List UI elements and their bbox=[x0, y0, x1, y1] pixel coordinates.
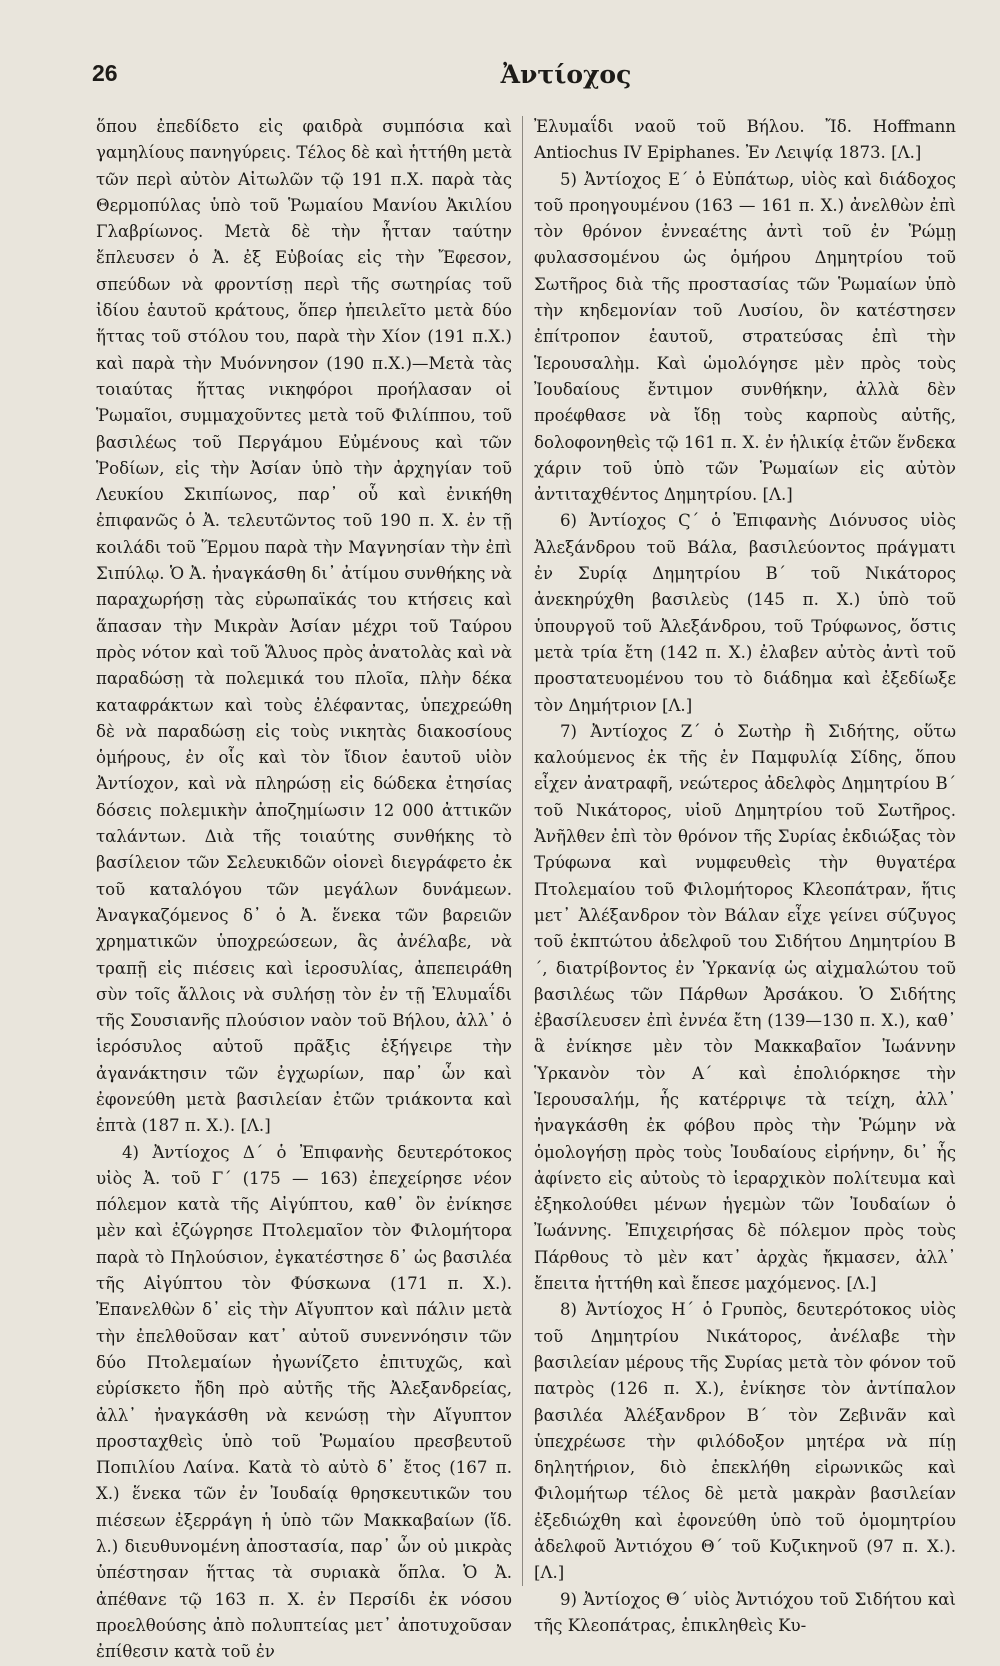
page-number: 26 bbox=[92, 60, 118, 86]
left-column bbox=[96, 114, 512, 1662]
right-column bbox=[534, 114, 956, 1635]
running-head: Ἀντίοχος bbox=[500, 60, 632, 89]
right-paragraph-4: 7) Ἀντίοχος Ζ´ ὁ Σωτὴρ ἢ Σιδήτης, οὕτω καλούμενος ἐκ τῆς ἐν Παμφυλίᾳ Σίδης, ὅπου εἶχεν ἀνατραφῆ, νεώτερος ἀδελφὸς Δημητρίου Β´ τοῦ Νικάτορος, υἱοῦ Δημητρίου τοῦ Σωτῆρος. Ἀνῆλθεν ἐπὶ τὸν θρόνον τῆς Συρίας ἐκδιώξας τὸν Τρύφωνα καὶ νυμφευθεὶς τὴν θυγατέρα Πτολεμαίου τοῦ Φιλομήτορος Κλεοπάτραν, ἥτις μετ᾽ Ἀλέξανδρον τὸν Βάλαν εἶχε γείνει σύζυγος τοῦ ἐκπτώτου ἀδελφοῦ του Σιδήτου Δημητρίου Β´, διατρίβοντος ἐν Ὑρκανίᾳ ὡς αἰχμαλώτου τοῦ βασιλέως τῶν Πάρθων Ἀρσάκου. Ὁ Σιδήτης ἐβασίλευσεν ἐπὶ ἐννέα ἔτη (139—130 π. Χ.), καθ᾽ ἃ ἐνίκησε μὲν τὸν Μακκαβαῖον Ἰωάννην Ὑρκανὸν τὸν Α´ καὶ ἐπολιόρκησε τὴν Ἱερουσαλήμ, ἧς κατέρριψε τὰ τείχη, ἀλλ᾽ ἠναγκάσθη ἐκ φόβου πρὸς τὴν Ῥώμην νὰ ὁμολογήσῃ πρὸς τοὺς Ἰουδαίους εἰρήνην, δι᾽ ἧς ἀφίνετο εἰς αὐτοὺς τὸ ἱεραρχικὸν πολίτευμα καὶ ἐξηκολούθει μένων ἡγεμὼν τῶν Ἰουδαίων ὁ Ἰωάννης. Ἐπιχειρήσας δὲ πόλεμον πρὸς τοὺς Πάρθους τὸ μὲν κατ᾽ ἀρχὰς ἤκμασεν, ἀλλ᾽ ἔπειτα ἡττήθη καὶ ἔπεσε μαχόμενος. [Λ.] bbox=[534, 721, 956, 1294]
column-divider bbox=[522, 116, 523, 1586]
right-paragraph-5: 8) Ἀντίοχος Η´ ὁ Γρυπὸς, δευτερότοκος υἱὸς τοῦ Δημητρίου Νικάτορος, ἀνέλαβε τὴν βασιλείαν μέρους τῆς Συρίας μετὰ τὸν φόνον τοῦ πατρὸς (126 π. Χ.), ἐνίκησε τὸν ἀντίπαλον βασιλέα Ἀλέξανδρον Β´ τὸν Ζεβινᾶν καὶ ὑπεχρέωσε τὴν φιλόδοξον μητέρα νὰ πίῃ δηλητήριον, διὸ ἐπεκλήθη εἰρωνικῶς καὶ Φιλομήτωρ τέλος δὲ μετὰ μακρὰν βασιλείαν ἐξεδιώχθη καὶ ἐφονεύθη ὑπὸ τοῦ ὁμομητρίου ἀδελφοῦ Ἀντιόχου Θ´ τοῦ Κυζικηνοῦ (97 π. Χ.). [Λ.] bbox=[534, 1300, 956, 1583]
right-paragraph-3: 6) Ἀντίοχος Ϛ´ ὁ Ἐπιφανὴς Διόνυσος υἱὸς Ἀλεξάνδρου τοῦ Βάλα, βασιλεύοντος πράγματι ἐν Συρίᾳ Δημητρίου Β´ τοῦ Νικάτορος ἀνεκηρύχθη βασιλεὺς (145 π. Χ.) ὑπὸ τοῦ ὑπουργοῦ τοῦ Ἀλεξάνδρου, τοῦ Τρύφωνος, ὅστις μετὰ τρία ἔτη (142 π. Χ.) ἐλαβεν αὐτὸς ἀντὶ τοῦ προστατευομένου του τὸ διάδημα καὶ ἐξεδίωξε τὸν Δημήτριον [Λ.] bbox=[534, 511, 956, 715]
page-header bbox=[92, 60, 960, 100]
right-paragraph-1: Ἐλυμαΐδι ναοῦ τοῦ Βήλου. Ἴδ. Hoffmann Antiochus IV Epiphanes. Ἐν Λειψίᾳ 1873. [Λ.] bbox=[534, 117, 956, 163]
left-paragraph-1: ὅπου ἐπεδίδετο εἰς φαιδρὰ συμπόσια καὶ γαμηλίους πανηγύρεις. Τέλος δὲ καὶ ἡττήθη μετὰ τῶν περὶ αὐτὸν Αἰτωλῶν τῷ 191 π.Χ. παρὰ τὰς Θερμοπύλας ὑπὸ τοῦ Ῥωμαίου Μανίου Ἀκιλίου Γλαβρίωνος. Μετὰ δὲ τὴν ἧτταν ταύτην ἔπλευσεν ὁ Ἀ. ἐξ Εὐβοίας εἰς τὴν Ἔφεσον, σπεύδων νὰ φροντίσῃ περὶ τῆς σωτηρίας τοῦ ἰδίου ἑαυτοῦ κράτους, ὅπερ ἠπειλεῖτο μετὰ δύο ἥττας τοῦ στόλου του, παρὰ τὴν Χίον (191 π.Χ.) καὶ παρὰ τὴν Μυόννησον (190 π.Χ.)—Μετὰ τὰς τοιαύτας ἥττας νικηφόροι προήλασαν οἱ Ῥωμαῖοι, συμμαχοῦντες μετὰ τοῦ Φιλίππου, τοῦ βασιλέως τοῦ Περγάμου Εὐμένους καὶ τῶν Ῥοδίων, εἰς τὴν Ἀσίαν ὑπὸ τὴν ἀρχηγίαν τοῦ Λευκίου Σκιπίωνος, παρ᾽ οὗ καὶ ἐνικήθη ἐπιφανῶς ὁ Ἀ. τελευτῶντος τοῦ 190 π. Χ. ἐν τῇ κοιλάδι τοῦ Ἕρμου παρὰ τὴν Μαγνησίαν τὴν ἐπὶ Σιπύλῳ. Ὁ Ἀ. ἠναγκάσθη δι᾽ ἀτίμου συνθήκης νὰ παραχωρήσῃ τὰς εὐρωπαϊκάς του κτήσεις καὶ ἅπασαν τὴν Μικρὰν Ἀσίαν μέχρι τοῦ Ταύρου πρὸς νότον καὶ τοῦ Ἅλυος πρὸς ἀνατολὰς καὶ νὰ παραδώσῃ τὰ πολεμικά του πλοῖα, πλὴν δέκα καταφράκτων καὶ τοὺς ἐλέφαντας, ὑπεχρεώθη δὲ νὰ παραδώσῃ εἰς τοὺς νικητὰς διακοσίους ὁμήρους, ἐν οἷς καὶ τὸν ἴδιον ἑαυτοῦ υἱὸν Ἀντίοχον, καὶ νὰ πληρώσῃ εἰς δώδεκα ἐτησίας δόσεις πολεμικὴν ἀποζημίωσιν 12 000 ἀττικῶν ταλάντων. Διὰ τῆς τοιαύτης συνθήκης τὸ βασίλειον τῶν Σελευκιδῶν οἱονεὶ διεγράφετο ἐκ τοῦ καταλόγου τῶν μεγάλων δυνάμεων. Ἀναγκαζόμενος δ᾽ ὁ Ἀ. ἕνεκα τῶν βαρειῶν χρηματικῶν ὑποχρεώσεων, ἃς ἀνέλαβε, νὰ τραπῇ εἰς πιέσεις καὶ ἱεροσυλίας, ἀπεπειράθη σὺν τοῖς ἄλλοις νὰ συλήσῃ τὸν ἐν τῇ Ἐλυμαΐδι τῆς Σουσιανῆς πλούσιον ναὸν τοῦ Βήλου, ἀλλ᾽ ὁ ἱερόσυλος αὐτοῦ πρᾶξις ἐξήγειρε τὴν ἀγανάκτησιν τῶν ἐγχωρίων, παρ᾽ ὧν καὶ ἐφονεύθη μετὰ βασιλείαν ἐτῶν τριάκοντα καὶ ἑπτὰ (187 π. Χ.). [Λ.] bbox=[96, 117, 512, 1136]
right-paragraph-6: 9) Ἀντίοχος Θ´ υἱὸς Ἀντιόχου τοῦ Σιδήτου καὶ τῆς Κλεοπάτρας, ἐπικληθεὶς Κυ- bbox=[534, 1589, 956, 1635]
left-paragraph-2: 4) Ἀντίοχος Δ´ ὁ Ἐπιφανὴς δευτερότοκος υἱὸς Ἀ. τοῦ Γ´ (175 — 163) ἐπεχείρησε νέον πόλεμον κατὰ τῆς Αἰγύπτου, καθ᾽ ὃν ἐνίκησε μὲν καὶ ἐζώγρησε Πτολεμαῖον τὸν Φιλομήτορα παρὰ τὸ Πηλούσιον, ἐγκατέστησε δ᾽ ὡς βασιλέα τῆς Αἰγύπτου τὸν Φύσκωνα (171 π. Χ.). Ἐπανελθὼν δ᾽ εἰς τὴν Αἴγυπτον καὶ πάλιν μετὰ τὴν ἐπελθοῦσαν κατ᾽ αὐτοῦ συνεννόησιν τῶν δύο Πτολεμαίων ἠγωνίζετο ἐπιτυχῶς, καὶ εὑρίσκετο ἤδη πρὸ αὐτῆς τῆς Ἀλεξανδρείας, ἀλλ᾽ ἠναγκάσθη νὰ κενώσῃ τὴν Αἴγυπτον προσταχθεὶς ὑπὸ τοῦ Ῥωμαίου πρεσβευτοῦ Ποπιλίου Λαίνα. Κατὰ τὸ αὐτὸ δ᾽ ἔτος (167 π. Χ.) ἕνεκα τῶν ἐν Ἰουδαίᾳ θρησκευτικῶν του πιέσεων ἐξερράγη ἡ ὑπὸ τῶν Μακκαβαίων (ἴδ. λ.) διευθυνομένη ἀποστασία, παρ᾽ ὧν οὐ μικρὰς ὑπέστησαν ἥττας τὰ συριακὰ ὅπλα. Ὁ Ἀ. ἀπέθανε τῷ 163 π. Χ. ἐν Περσίδι ἐκ νόσου προελθούσης ἀπὸ πολυπτείας μετ᾽ ἀποτυχοῦσαν ἐπίθεσιν κατὰ τοῦ ἐν bbox=[96, 1142, 512, 1662]
right-paragraph-2: 5) Ἀντίοχος Ε´ ὁ Εὐπάτωρ, υἱὸς καὶ διάδοχος τοῦ προηγουμένου (163 — 161 π. Χ.) ἀνελθὼν ἐπὶ τὸν θρόνον ἐννεαέτης ἀντὶ τοῦ ἐν Ῥώμῃ φυλασσομένου ὡς ὁμήρου Δημητρίου τοῦ Σωτῆρος διὰ τῆς προστασίας τῶν Ῥωμαίων ὑπὸ τὴν κηδεμονίαν τοῦ Λυσίου, ὃν κατέστησεν ἐπίτροπον ἑαυτοῦ, στρατεύσας ἐπὶ τὴν Ἱερουσαλὴμ. Καὶ ὡμολόγησε μὲν πρὸς τοὺς Ἰουδαίους ἔντιμον συνθήκην, ἀλλὰ δὲν προέφθασε νὰ ἴδῃ τοὺς καρποὺς αὐτῆς, δολοφονηθεὶς τῷ 161 π. Χ. ἐν ἡλικίᾳ ἐτῶν ἕνδεκα χάριν τοῦ ὑπὸ τῶν Ῥωμαίων εἰς αὐτὸν ἀντιταχθέντος Δημητρίου. [Λ.] bbox=[534, 169, 956, 505]
